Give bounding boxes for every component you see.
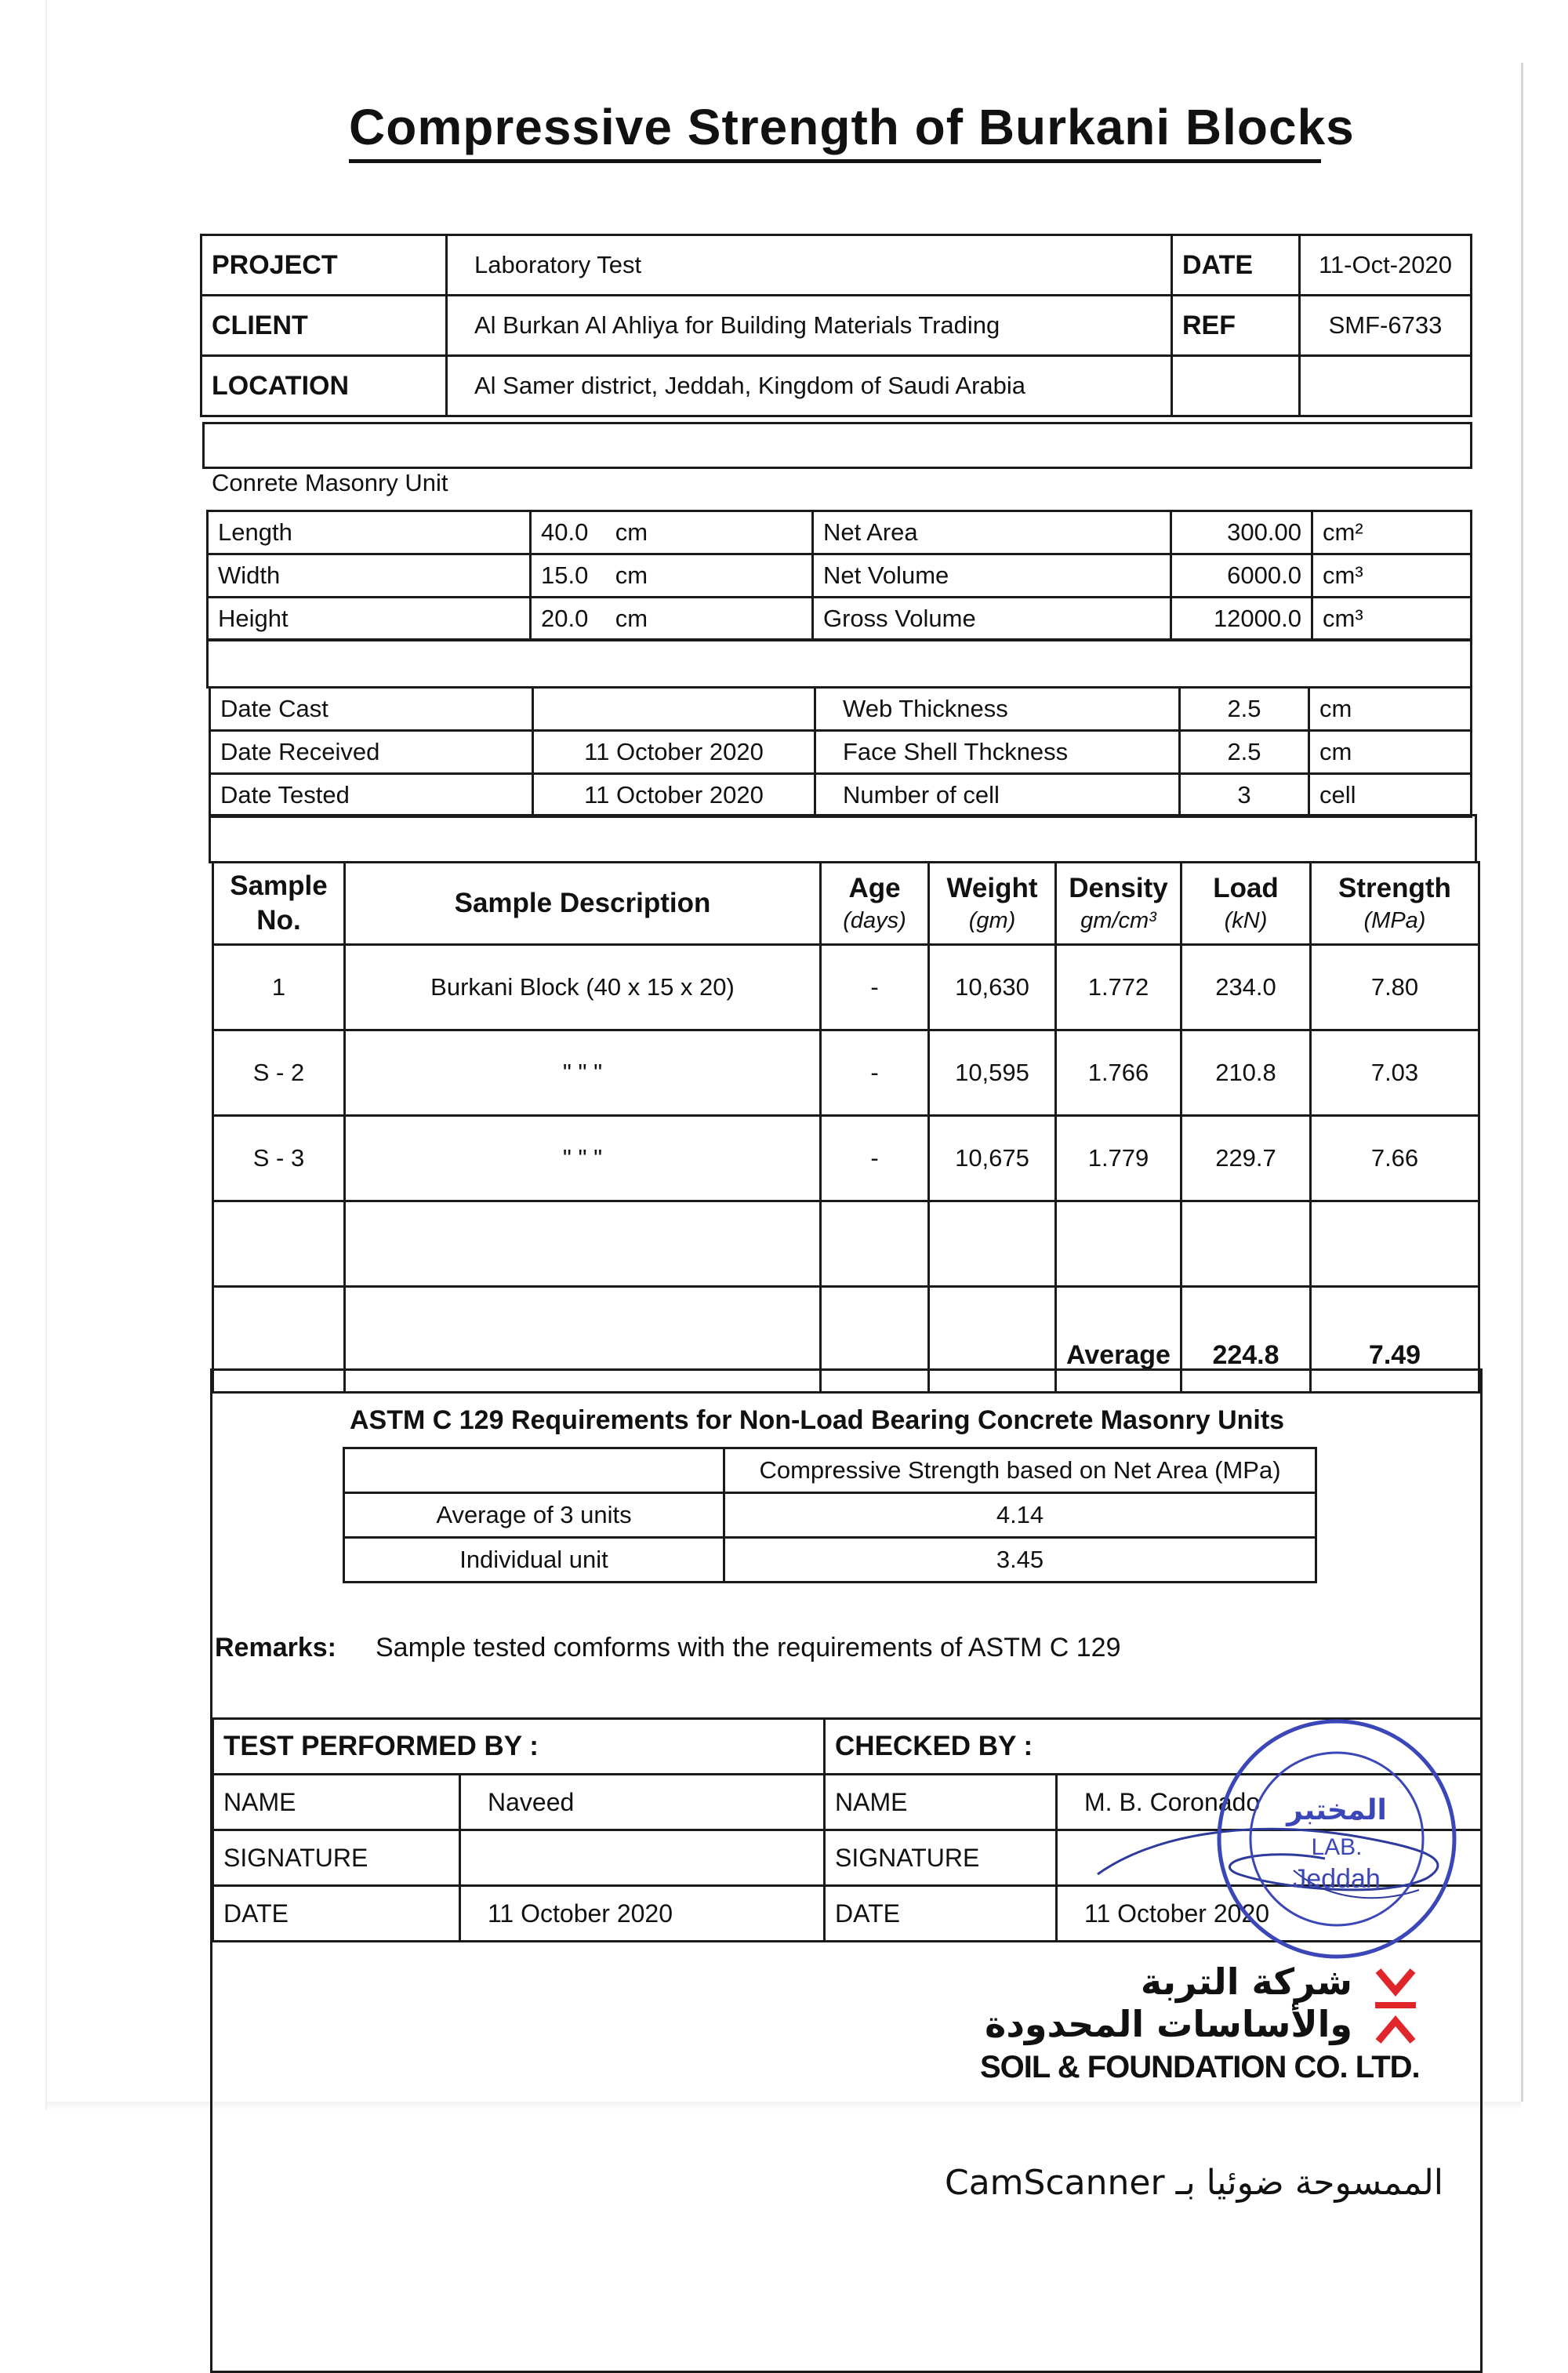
table-row (213, 945, 1479, 1030)
web-thickness-unit: cm (1309, 688, 1472, 731)
table-row (201, 296, 1472, 356)
company-logo-icon (1372, 1964, 1419, 2051)
cells-label: Number of cell (815, 774, 1180, 817)
empty-cell (821, 1201, 929, 1287)
checked-name: M. B. Coronado (1057, 1775, 1482, 1830)
strength-header: Strength (MPa) (1311, 863, 1479, 945)
net-area-unit: cm² (1312, 511, 1472, 554)
empty-cell (213, 1201, 345, 1287)
sample-weight: 10,595 (929, 1030, 1056, 1116)
table-row (210, 774, 1472, 817)
remarks-text: Sample tested comforms with the requirements of ASTM C 129 (375, 1633, 1121, 1663)
sample-density: 1.772 (1056, 945, 1181, 1030)
project-value: Laboratory Test (447, 235, 1172, 296)
signature-label: SIGNATURE (825, 1830, 1057, 1886)
sample-load: 229.7 (1181, 1116, 1311, 1201)
checked-date: 11 October 2020 (1057, 1886, 1482, 1942)
density-header: Density gm/cm³ (1056, 863, 1181, 945)
location-label: LOCATION (201, 356, 447, 416)
company-name-arabic: شركة التربة والأساسات المحدودة (985, 1961, 1352, 2045)
table-row-empty (213, 1201, 1479, 1287)
title-underline (349, 159, 1321, 163)
lab-stamp (1211, 1713, 1462, 1964)
client-value: Al Burkan Al Ahliya for Building Materials Trading (447, 296, 1172, 356)
sample-strength: 7.66 (1311, 1116, 1479, 1201)
width-label: Width (208, 554, 531, 598)
empty-cell (344, 1448, 724, 1493)
ref-value: SMF-6733 (1300, 296, 1472, 356)
ref-label: REF (1172, 296, 1300, 356)
date-label: DATE (213, 1886, 460, 1942)
sample-strength: 7.03 (1311, 1030, 1479, 1116)
astm-column-header: Compressive Strength based on Net Area (MPa) (724, 1448, 1316, 1493)
average-label: Average (1056, 1287, 1181, 1393)
astm-title: ASTM C 129 Requirements for Non-Load Bearing Concrete Masonry Units (350, 1405, 1285, 1435)
table-row (201, 235, 1472, 296)
project-label: PROJECT (201, 235, 447, 296)
astm-row-label: Average of 3 units (344, 1493, 724, 1538)
test-performed-header: TEST PERFORMED BY : (213, 1719, 825, 1775)
sample-no: S - 3 (213, 1116, 345, 1201)
sample-weight: 10,630 (929, 945, 1056, 1030)
empty-cell (1172, 356, 1300, 416)
cells-unit: cell (1309, 774, 1472, 817)
gross-volume-label: Gross Volume (813, 598, 1171, 641)
date-label: DATE (825, 1886, 1057, 1942)
company-block (980, 1961, 1435, 2085)
remarks (215, 1633, 1121, 1663)
date-tested-label: Date Tested (210, 774, 533, 817)
company-name-english: SOIL & FOUNDATION CO. LTD. (980, 2050, 1420, 2084)
sample-load: 210.8 (1181, 1030, 1311, 1116)
sample-no: S - 2 (213, 1030, 345, 1116)
net-area-label: Net Area (813, 511, 1171, 554)
samples-table (212, 861, 1480, 1394)
name-label: NAME (825, 1775, 1057, 1830)
cells-value: 3 (1180, 774, 1309, 817)
performed-date: 11 October 2020 (460, 1886, 825, 1942)
height-value: 20.0 cm (531, 598, 813, 641)
table-row (208, 554, 1472, 598)
height-label: Height (208, 598, 531, 641)
astm-table (343, 1447, 1317, 1583)
description-header: Sample Description (345, 863, 821, 945)
stamp-city-text: Jeddah (1293, 1864, 1381, 1894)
date-cast-value (533, 688, 815, 731)
performed-signature (460, 1830, 825, 1886)
average-load: 224.8 (1181, 1287, 1311, 1393)
sample-age: - (821, 1030, 929, 1116)
gross-volume-value: 12000.0 (1171, 598, 1312, 641)
average-strength: 7.49 (1311, 1287, 1479, 1393)
signature-label: SIGNATURE (213, 1830, 460, 1886)
sample-density: 1.766 (1056, 1030, 1181, 1116)
sample-strength: 7.80 (1311, 945, 1479, 1030)
sample-description: " " " (345, 1116, 821, 1201)
spacer-band (209, 814, 1477, 863)
sample-age: - (821, 945, 929, 1030)
table-header-row (344, 1448, 1316, 1493)
date-cast-label: Date Cast (210, 688, 533, 731)
table-row (208, 511, 1472, 554)
stamp-center-text: المختبر (1287, 1794, 1387, 1826)
table-row (210, 688, 1472, 731)
table-row (208, 598, 1472, 641)
spacer-band (202, 422, 1472, 469)
net-volume-label: Net Volume (813, 554, 1171, 598)
face-shell-unit: cm (1309, 731, 1472, 774)
net-volume-unit: cm³ (1312, 554, 1472, 598)
location-value: Al Samer district, Jeddah, Kingdom of Saudi Arabia (447, 356, 1172, 416)
face-shell-value: 2.5 (1180, 731, 1309, 774)
spacer-band (206, 638, 1472, 689)
stamp-lab-text: LAB. (1311, 1834, 1363, 1860)
astm-row-value: 4.14 (724, 1493, 1316, 1538)
astm-row-value: 3.45 (724, 1538, 1316, 1583)
empty-cell (1311, 1201, 1479, 1287)
performed-name: Naveed (460, 1775, 825, 1830)
checked-by-header: CHECKED BY : (825, 1719, 1482, 1775)
width-value: 15.0 cm (531, 554, 813, 598)
page-title: Compressive Strength of Burkani Blocks (349, 99, 1355, 155)
sample-description: Burkani Block (40 x 15 x 20) (345, 945, 821, 1030)
sample-description: " " " (345, 1030, 821, 1116)
name-label: NAME (213, 1775, 460, 1830)
web-thickness-label: Web Thickness (815, 688, 1180, 731)
empty-cell (929, 1201, 1056, 1287)
scan-edge-right (1521, 63, 1523, 2102)
date-value: 11-Oct-2020 (1300, 235, 1472, 296)
gross-volume-unit: cm³ (1312, 598, 1472, 641)
web-thickness-value: 2.5 (1180, 688, 1309, 731)
length-label: Length (208, 511, 531, 554)
table-row (210, 731, 1472, 774)
dimensions-table (206, 510, 1472, 641)
client-label: CLIENT (201, 296, 447, 356)
sample-no: 1 (213, 945, 345, 1030)
length-value: 40.0 cm (531, 511, 813, 554)
scan-edge-left (45, 0, 47, 2110)
sample-weight: 10,675 (929, 1116, 1056, 1201)
load-header: Load (kN) (1181, 863, 1311, 945)
net-area-value: 300.00 (1171, 511, 1312, 554)
scanner-watermark: CamScanner الممسوحة ضوئيا بـ (945, 2163, 1443, 2203)
table-row (213, 1030, 1479, 1116)
empty-cell (1300, 356, 1472, 416)
face-shell-label: Face Shell Thckness (815, 731, 1180, 774)
table-row (201, 356, 1472, 416)
net-volume-value: 6000.0 (1171, 554, 1312, 598)
sample-no-header: Sample No. (213, 863, 345, 945)
dates-table (209, 686, 1472, 818)
astm-row-label: Individual unit (344, 1538, 724, 1583)
empty-cell (1181, 1201, 1311, 1287)
table-row (344, 1538, 1316, 1583)
sample-age: - (821, 1116, 929, 1201)
header-table (200, 234, 1472, 417)
weight-header: Weight (gm) (929, 863, 1056, 945)
remarks-label: Remarks: (215, 1633, 336, 1663)
age-header: Age (days) (821, 863, 929, 945)
date-received-label: Date Received (210, 731, 533, 774)
sample-load: 234.0 (1181, 945, 1311, 1030)
sample-density: 1.779 (1056, 1116, 1181, 1201)
date-tested-value: 11 October 2020 (533, 774, 815, 817)
table-row (213, 1116, 1479, 1201)
date-label: DATE (1172, 235, 1300, 296)
table-row (344, 1493, 1316, 1538)
date-received-value: 11 October 2020 (533, 731, 815, 774)
empty-cell (345, 1201, 821, 1287)
table-header-row (213, 863, 1479, 945)
masonry-unit-label: Conrete Masonry Unit (212, 469, 448, 496)
empty-cell (1056, 1201, 1181, 1287)
